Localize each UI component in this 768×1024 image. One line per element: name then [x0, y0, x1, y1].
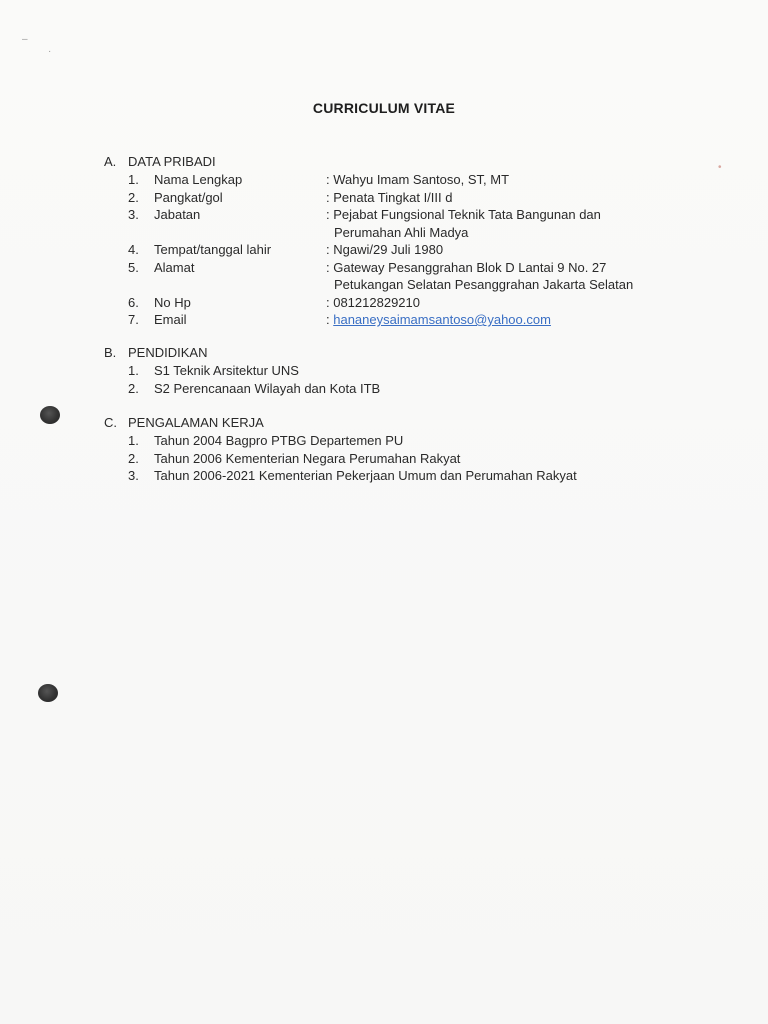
list-item — [104, 362, 299, 380]
field-value-continuation: Petukangan Selatan Pesanggrahan Jakarta Selatan — [334, 277, 634, 292]
field-label: Jabatan — [154, 207, 201, 222]
field-value: : 081212829210 — [326, 294, 420, 310]
field-value-continuation: Perumahan Ahli Madya — [334, 224, 469, 240]
section-heading — [104, 153, 216, 171]
scan-speck: ‒ — [22, 34, 28, 45]
list-item — [104, 380, 381, 398]
field-value: : Gateway Pesanggrahan Blok D Lantai 9 No. 27 — [326, 259, 607, 275]
item-number: 3. — [128, 468, 139, 483]
field-label: No Hp — [154, 294, 191, 310]
section-title: PENGALAMAN KERJA — [128, 415, 264, 430]
list-item — [104, 206, 601, 224]
field-value: : Ngawi/29 Juli 1980 — [326, 242, 444, 257]
item-number: 3. — [128, 207, 139, 222]
section-pengalaman-kerja — [104, 414, 577, 485]
scan-speck: • — [718, 162, 722, 173]
section-data-pribadi — [104, 153, 634, 329]
value-prefix: : — [326, 312, 334, 327]
section-letter: B. — [104, 345, 117, 360]
item-number: 5. — [128, 259, 139, 275]
field-label: Tempat/tanggal lahir — [154, 242, 272, 257]
list-item — [104, 432, 404, 450]
field-label: Nama Lengkap — [154, 172, 243, 187]
field-value: : Pejabat Fungsional Teknik Tata Bangunan dan — [326, 207, 601, 222]
item-number: 2. — [128, 380, 139, 396]
punch-hole-icon — [40, 406, 60, 424]
item-text: Tahun 2006-2021 Kementerian Pekerjaan Umum dan Perumahan Rakyat — [154, 468, 577, 483]
item-number: 6. — [128, 294, 139, 310]
field-value: : Penata Tingkat I/III d — [326, 189, 453, 205]
field-label: Alamat — [154, 259, 195, 275]
list-item — [104, 467, 577, 485]
field-label: Pangkat/gol — [154, 189, 223, 205]
list-item-continuation — [104, 224, 469, 242]
item-text: S2 Perencanaan Wilayah dan Kota ITB — [154, 380, 381, 396]
list-item — [104, 294, 420, 312]
list-item — [104, 259, 607, 277]
section-heading — [104, 344, 207, 362]
item-number: 1. — [128, 433, 139, 448]
field-label: Email — [154, 312, 187, 327]
list-item-continuation — [104, 276, 634, 294]
scan-speck: · — [48, 46, 52, 57]
item-text: Tahun 2004 Bagpro PTBG Departemen PU — [154, 433, 404, 448]
item-number: 1. — [128, 172, 139, 187]
item-number: 2. — [128, 450, 139, 466]
item-text: S1 Teknik Arsitektur UNS — [154, 363, 299, 378]
item-number: 7. — [128, 312, 139, 327]
punch-hole-icon — [38, 684, 58, 702]
field-value: : Wahyu Imam Santoso, ST, MT — [326, 172, 510, 187]
list-item — [104, 450, 461, 468]
list-item — [104, 241, 444, 259]
section-title: DATA PRIBADI — [128, 154, 216, 169]
list-item — [104, 171, 510, 189]
section-title: PENDIDIKAN — [128, 345, 208, 360]
list-item — [104, 311, 551, 329]
section-letter: C. — [104, 415, 117, 430]
item-number: 1. — [128, 363, 139, 378]
section-letter: A. — [104, 154, 117, 169]
item-number: 4. — [128, 242, 139, 257]
item-number: 2. — [128, 189, 139, 205]
section-pendidikan — [104, 344, 381, 397]
document-title: CURRICULUM VITAE — [312, 100, 456, 116]
section-heading — [104, 414, 264, 432]
field-value — [326, 311, 551, 329]
email-link[interactable]: hananeysaimamsantoso@yahoo.com — [333, 312, 551, 327]
item-text: Tahun 2006 Kementerian Negara Perumahan Rakyat — [154, 450, 461, 466]
list-item — [104, 189, 453, 207]
